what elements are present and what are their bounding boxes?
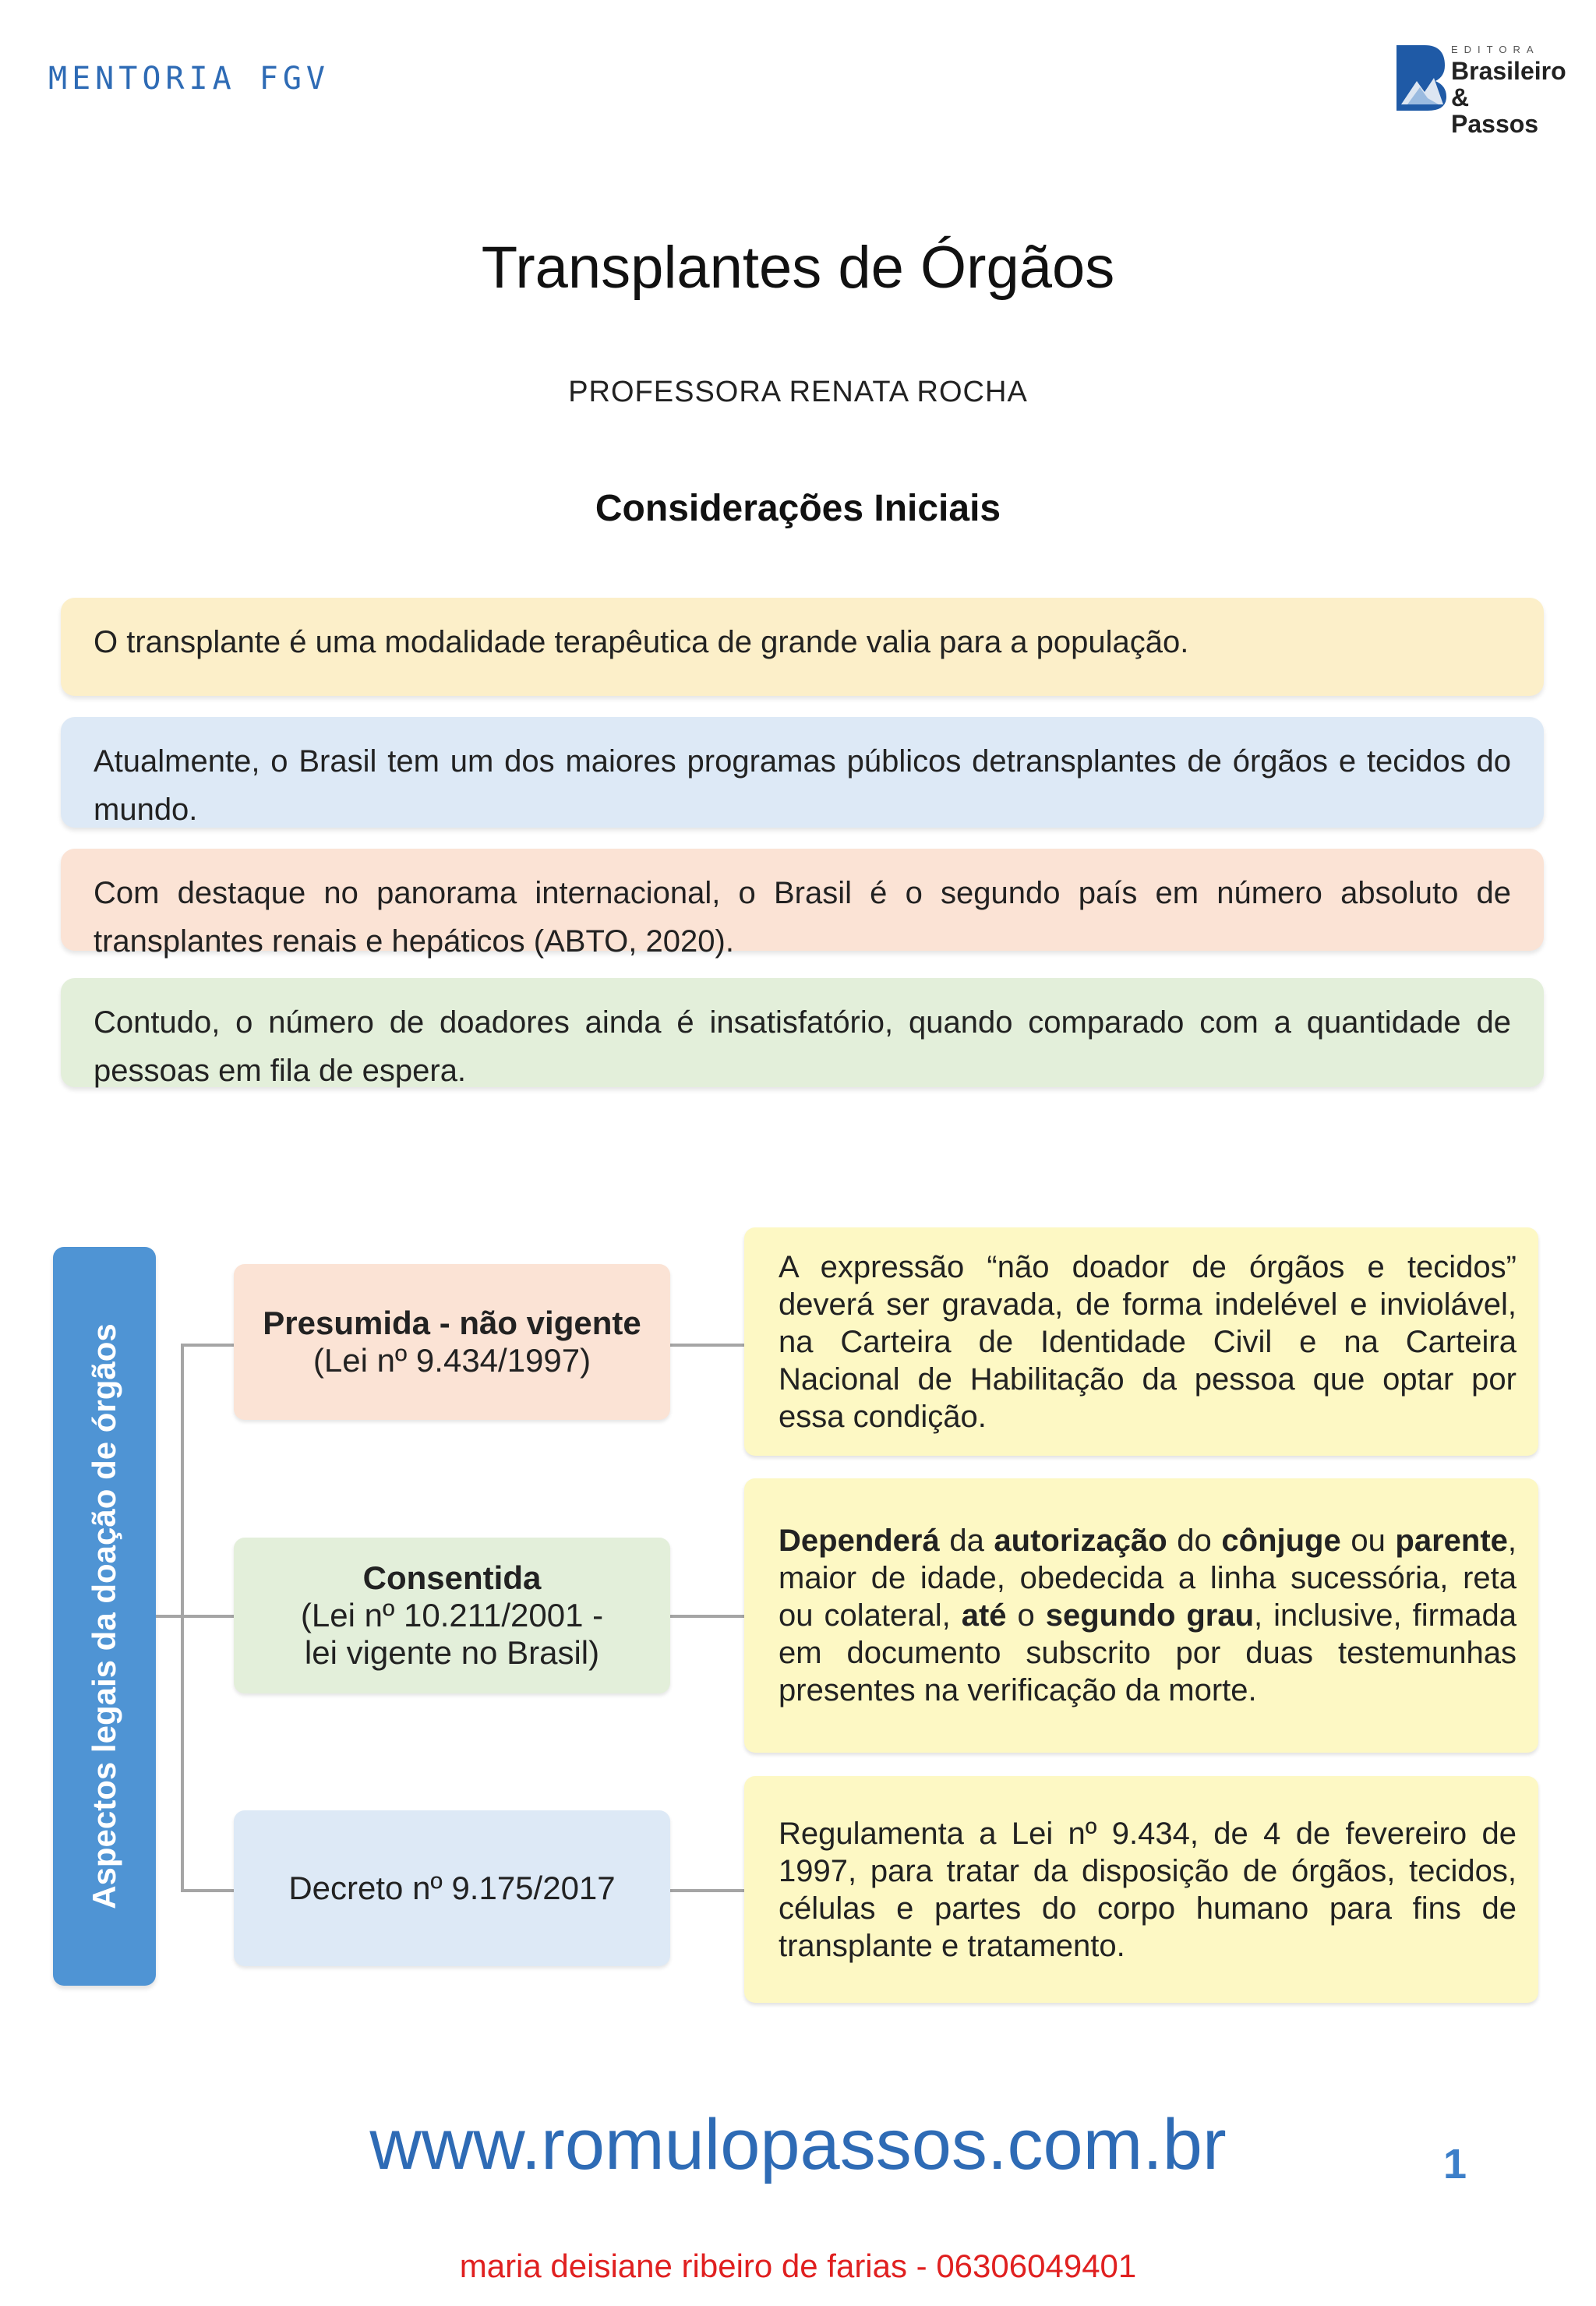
- description-text: Regulamenta a Lei nº 9.434, de 4 de fevereiro de 1997, para tratar da disposição de órgãos, tecidos, células e partes do corpo humano para fins de transplante e tratamento.: [779, 1816, 1517, 1963]
- category-subtitle: (Lei nº 10.211/2001 - lei vigente no Brasil): [300, 1597, 604, 1671]
- emphasis-text: Dependerá: [779, 1524, 940, 1558]
- category-decreto: [234, 1810, 670, 1966]
- logo-line-1: Brasileiro: [1451, 57, 1566, 85]
- description-consentida: [744, 1478, 1538, 1753]
- plain-text: da: [939, 1524, 994, 1558]
- category-title: Presumida - não vigente: [263, 1305, 641, 1341]
- connector-line: [181, 1889, 234, 1892]
- emphasis-text: segundo grau: [1045, 1598, 1255, 1633]
- category-presumida: [234, 1264, 670, 1420]
- emphasis-text: até: [961, 1598, 1007, 1633]
- logo-line-2: & Passos: [1451, 83, 1539, 138]
- description-text: [779, 1522, 1517, 1709]
- plain-text: do: [1167, 1524, 1222, 1558]
- publisher-logo: [1393, 39, 1566, 138]
- connector-line: [670, 1889, 744, 1892]
- connector-line: [181, 1344, 234, 1347]
- connector-line: [181, 1345, 184, 1891]
- plain-text: o: [1006, 1598, 1046, 1633]
- category-subtitle: (Lei nº 9.434/1997): [312, 1342, 591, 1379]
- description-text: A expressão “não doador de órgãos e tecidos” deverá ser gravada, de forma indelével e inviolável, na Carteira de Identidade Civil e na Carteira Nacional de Habilitação da pessoa que optar por essa condição.: [779, 1249, 1517, 1434]
- description-presumida: [744, 1227, 1538, 1456]
- owner-watermark: maria deisiane ribeiro de farias - 06306049401: [459, 2248, 1137, 2284]
- section-title: Considerações Iniciais: [595, 488, 1001, 529]
- logo-emblem-icon: [1393, 42, 1448, 114]
- emphasis-text: parente: [1395, 1524, 1508, 1558]
- emphasis-text: autorização: [994, 1524, 1167, 1558]
- description-decreto: [744, 1776, 1538, 2003]
- category-title: Decreto nº 9.175/2017: [288, 1870, 616, 1906]
- plain-text: , inclusive, firmada em documento subscrito por duas testemunhas presentes na verificação da morte.: [779, 1598, 1517, 1707]
- connector-line: [670, 1344, 744, 1347]
- logo-small-text: EDITORA: [1451, 44, 1540, 55]
- emphasis-text: cônjuge: [1221, 1524, 1341, 1558]
- category-consentida: [234, 1538, 670, 1693]
- connector-line: [156, 1615, 182, 1618]
- diagram-root-label: Aspectos legais da doação de órgãos: [86, 1323, 122, 1909]
- plain-text: , maior de idade, obedecida a linha sucessória, reta ou colateral,: [779, 1524, 1517, 1633]
- info-box: Com destaque no panorama internacional, o Brasil é o segundo país em número absoluto de transplantes renais e hepáticos (ABTO, 2020).: [61, 849, 1544, 951]
- info-box: Contudo, o número de doadores ainda é insatisfatório, quando comparado com a quantidade de pessoas em fila de espera.: [61, 978, 1544, 1087]
- info-box: Atualmente, o Brasil tem um dos maiores programas públicos detransplantes de órgãos e tecidos do mundo.: [61, 717, 1544, 828]
- page-title: Transplantes de Órgãos: [481, 235, 1115, 301]
- website-link[interactable]: www.romulopassos.com.br: [369, 2105, 1227, 2184]
- connector-line: [181, 1615, 234, 1618]
- plain-text: ou: [1340, 1524, 1396, 1558]
- professor-name: PROFESSORA RENATA ROCHA: [568, 376, 1028, 408]
- category-title: Consentida: [362, 1559, 542, 1596]
- connector-line: [670, 1615, 744, 1618]
- brand-label: MENTORIA FGV: [48, 61, 330, 97]
- info-box: O transplante é uma modalidade terapêutica de grande valia para a população.: [61, 598, 1544, 696]
- diagram-root: [53, 1247, 156, 1986]
- page-number: 1: [1443, 2141, 1467, 2188]
